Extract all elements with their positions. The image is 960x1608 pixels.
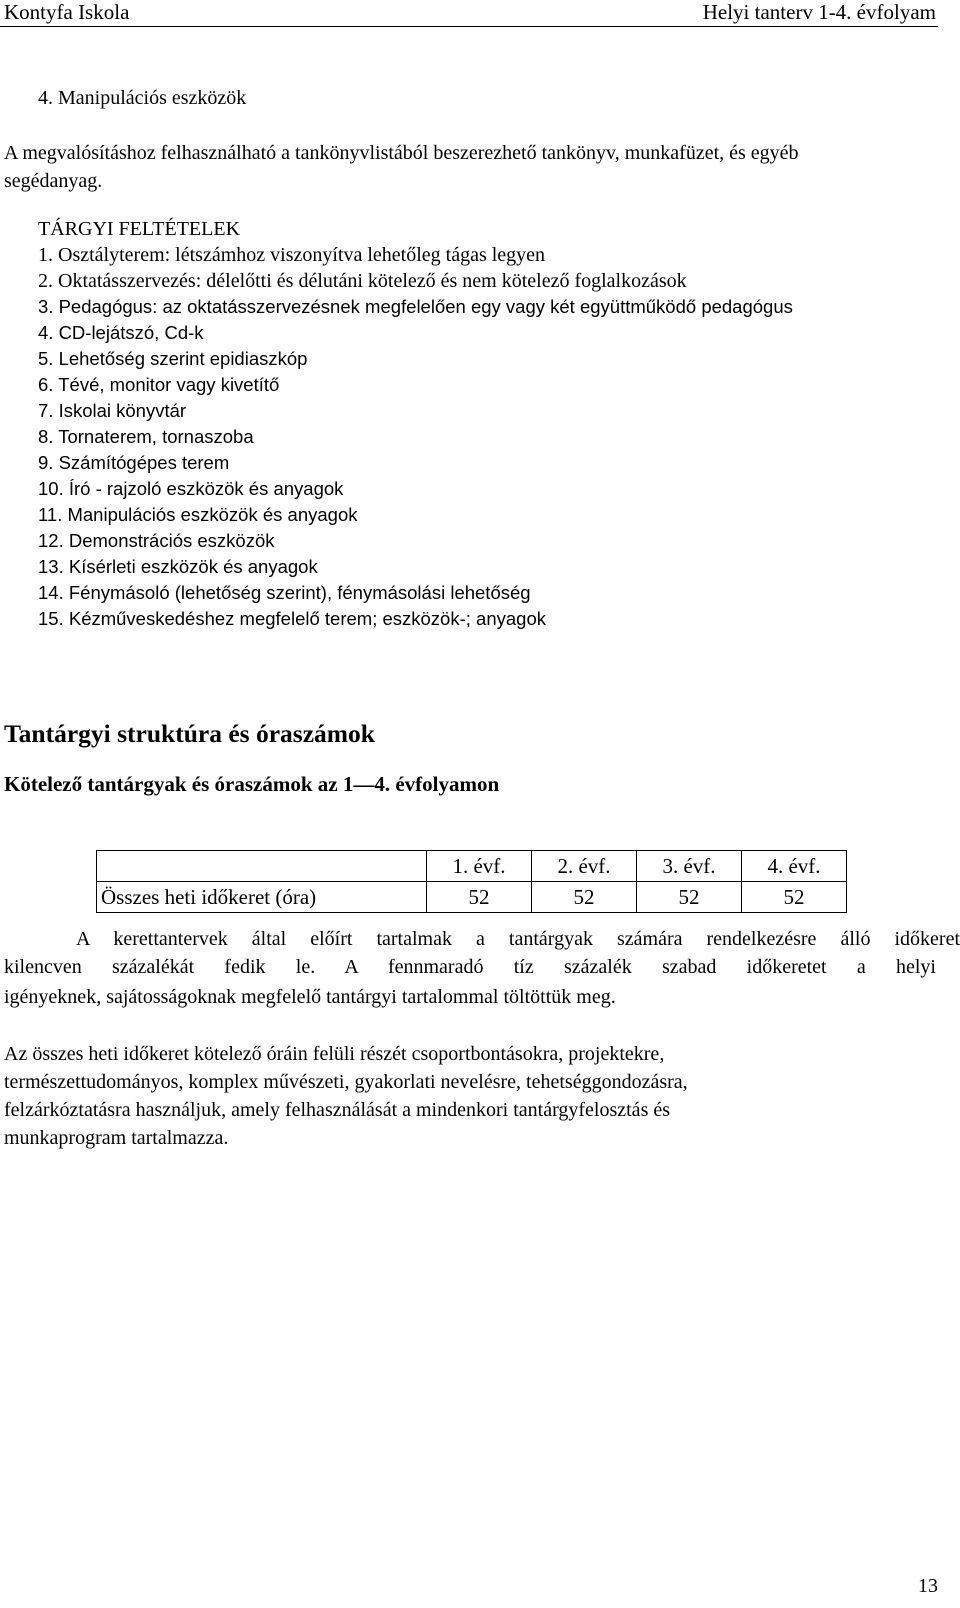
targyi-title: TÁRGYI FELTÉTELEK (38, 218, 241, 240)
paragraph-2-line-1: Az összes heti időkeret kötelező óráin felüli részét csoportbontásokra, projektekre, (4, 1043, 665, 1065)
table-header-cell: 3. évf. (637, 851, 742, 882)
condition-item: 7. Iskolai könyvtár (38, 400, 187, 421)
condition-item: 15. Kézműveskedéshez megfelelő terem; eszközök-; anyagok (38, 608, 546, 629)
paragraph-2-line-3: felzárkóztatásra használjuk, amely felhasználását a mindenkori tantárgyfelosztás és (4, 1099, 671, 1121)
table-cell: 52 (427, 882, 532, 913)
table-row-label: Összes heti időkeret (óra) (97, 882, 427, 913)
header-school-name: Kontyfa Iskola (4, 0, 130, 24)
paragraph-1-line-2: kilencven százalékát fedik le. A fennmaradó tíz százalék szabad időkeretet a helyi (4, 956, 936, 978)
paragraph-1-line-3: igényeknek, sajátosságoknak megfelelő tantárgyi tartalommal töltöttük meg. (4, 986, 616, 1008)
paragraph-2-line-2: természettudományos, komplex művészeti, gyakorlati nevelésre, tehetséggondozásra, (4, 1071, 688, 1093)
structure-heading: Tantárgyi struktúra és óraszámok (4, 719, 375, 748)
hours-table (96, 850, 847, 913)
condition-item: 4. CD-lejátszó, Cd-k (38, 322, 204, 343)
condition-item: 5. Lehetőség szerint epidiaszkóp (38, 348, 308, 369)
table-header-cell: 2. évf. (532, 851, 637, 882)
paragraph-2-line-4: munkaprogram tartalmazza. (4, 1127, 229, 1149)
table-header-cell: 1. évf. (427, 851, 532, 882)
condition-item: 8. Tornaterem, tornaszoba (38, 426, 254, 447)
table-row (97, 882, 847, 913)
condition-item: 12. Demonstrációs eszközök (38, 530, 275, 551)
table-header-cell: 4. évf. (742, 851, 847, 882)
intro-line-2: segédanyag. (4, 170, 103, 192)
table-empty-cell (97, 851, 427, 882)
section-title: 4. Manipulációs eszközök (38, 87, 247, 109)
condition-item: 13. Kísérleti eszközök és anyagok (38, 556, 318, 577)
subtitle-heading: Kötelező tantárgyak és óraszámok az 1—4. évfolyamon (4, 772, 500, 796)
condition-item: 6. Tévé, monitor vagy kivetítő (38, 374, 280, 395)
paragraph-1-line-1: A kerettantervek által előírt tartalmak a tantárgyak számára rendelkezésre álló időkeret (76, 928, 960, 950)
condition-item: 1. Osztályterem: létszámhoz viszonyítva lehetőleg tágas legyen (38, 244, 546, 266)
table-cell: 52 (532, 882, 637, 913)
table-header-row (97, 851, 847, 882)
condition-item: 10. Író - rajzoló eszközök és anyagok (38, 478, 344, 499)
table-cell: 52 (742, 882, 847, 913)
condition-item: 11. Manipulációs eszközök és anyagok (38, 504, 358, 525)
page-number: 13 (918, 1575, 938, 1597)
condition-item: 3. Pedagógus: az oktatásszervezésnek megfelelően egy vagy két együttműködő pedagógus (38, 296, 793, 317)
intro-line-1: A megvalósításhoz felhasználható a tankönyvlistából beszerezhető tankönyv, munkafüzet, és egyéb (4, 142, 799, 164)
condition-item: 2. Oktatásszervezés: délelőtti és délutáni kötelező és nem kötelező foglalkozások (38, 270, 687, 292)
condition-item: 14. Fénymásoló (lehetőség szerint), fénymásolási lehetőség (38, 582, 531, 603)
table-cell: 52 (637, 882, 742, 913)
header-document-title: Helyi tanterv 1-4. évfolyam (702, 0, 936, 24)
condition-item: 9. Számítógépes terem (38, 452, 230, 473)
header-divider (0, 26, 938, 27)
